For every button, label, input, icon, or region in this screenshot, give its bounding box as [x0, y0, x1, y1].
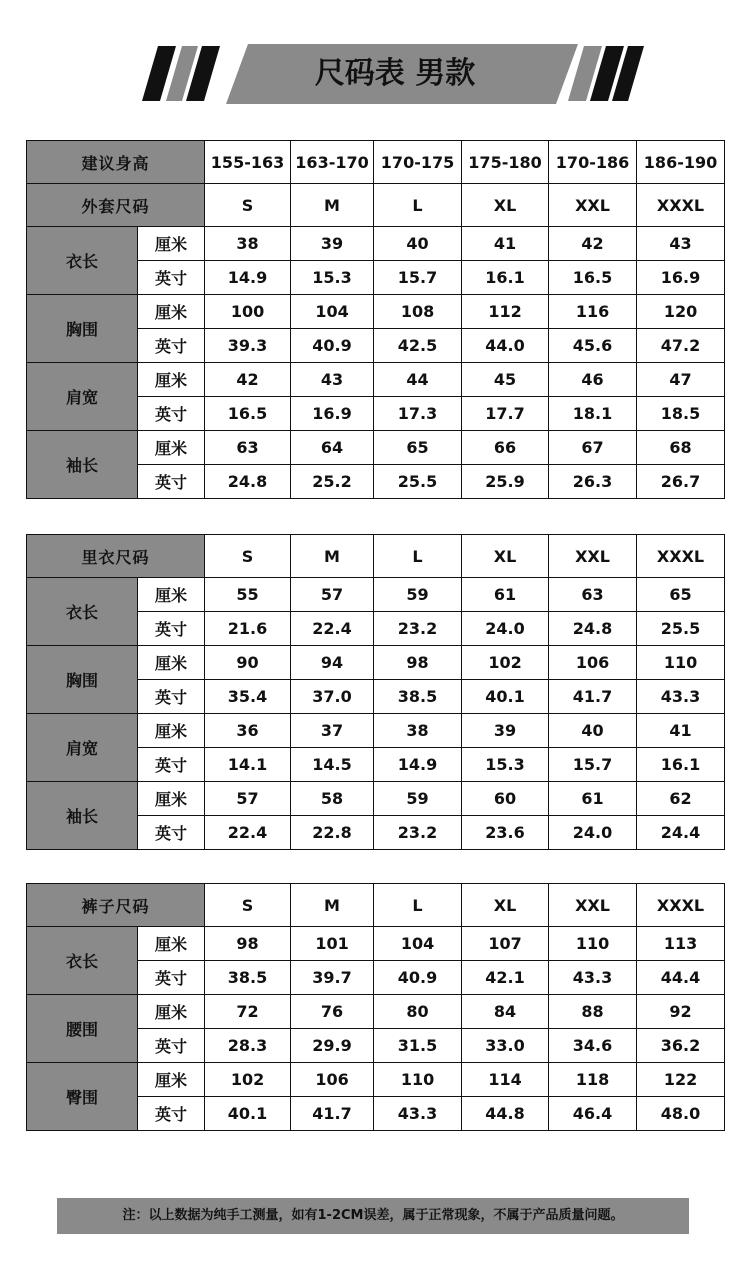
- value-cell: 37.0: [291, 680, 374, 714]
- value-cell: 98: [374, 646, 462, 680]
- unit-label: 厘米: [138, 714, 205, 748]
- measurement-row: [27, 782, 725, 816]
- value-cell: 25.5: [637, 612, 725, 646]
- unit-label: 英寸: [138, 465, 205, 499]
- value-cell: 16.1: [462, 261, 549, 295]
- value-cell: 38.5: [374, 680, 462, 714]
- value-cell: 23.6: [462, 816, 549, 850]
- value-cell: 39.3: [205, 329, 291, 363]
- value-cell: 108: [374, 295, 462, 329]
- value-cell: 92: [637, 995, 725, 1029]
- value-cell: 42.1: [462, 961, 549, 995]
- unit-label: 英寸: [138, 329, 205, 363]
- unit-label: 厘米: [138, 431, 205, 465]
- header-row: [27, 141, 725, 184]
- size-label-cell: L: [374, 535, 462, 578]
- value-cell: 15.3: [291, 261, 374, 295]
- value-cell: 57: [291, 578, 374, 612]
- value-cell: 40: [374, 227, 462, 261]
- value-cell: 90: [205, 646, 291, 680]
- value-cell: 110: [374, 1063, 462, 1097]
- value-cell: 102: [205, 1063, 291, 1097]
- value-cell: 63: [205, 431, 291, 465]
- value-cell: 24.8: [205, 465, 291, 499]
- unit-label: 厘米: [138, 646, 205, 680]
- size-label-cell: S: [205, 884, 291, 927]
- page-title: 尺码表 男款: [314, 56, 476, 91]
- measurement-row: [27, 363, 725, 397]
- measurement-category: 腰围: [27, 995, 138, 1063]
- value-cell: 34.6: [549, 1029, 637, 1063]
- size-label-cell: S: [205, 184, 291, 227]
- height-range-cell: 155-163: [205, 141, 291, 184]
- unit-label: 厘米: [138, 227, 205, 261]
- value-cell: 63: [549, 578, 637, 612]
- value-cell: 16.1: [637, 748, 725, 782]
- pants-size-table: [26, 883, 725, 1131]
- size-label-cell: XXXL: [637, 884, 725, 927]
- value-cell: 94: [291, 646, 374, 680]
- value-cell: 24.4: [637, 816, 725, 850]
- value-cell: 28.3: [205, 1029, 291, 1063]
- size-label-cell: S: [205, 535, 291, 578]
- value-cell: 59: [374, 578, 462, 612]
- value-cell: 15.7: [549, 748, 637, 782]
- value-cell: 36.2: [637, 1029, 725, 1063]
- unit-label: 英寸: [138, 397, 205, 431]
- measurement-row: [27, 431, 725, 465]
- value-cell: 58: [291, 782, 374, 816]
- value-cell: 15.3: [462, 748, 549, 782]
- measurement-row: [27, 578, 725, 612]
- value-cell: 110: [549, 927, 637, 961]
- value-cell: 114: [462, 1063, 549, 1097]
- measurement-category: 肩宽: [27, 714, 138, 782]
- value-cell: 61: [462, 578, 549, 612]
- header-row: [27, 535, 725, 578]
- height-range-cell: 170-175: [374, 141, 462, 184]
- size-label-cell: M: [291, 535, 374, 578]
- value-cell: 15.7: [374, 261, 462, 295]
- measurement-category: 肩宽: [27, 363, 138, 431]
- value-cell: 60: [462, 782, 549, 816]
- size-label-cell: XL: [462, 884, 549, 927]
- size-label-cell: XXL: [549, 184, 637, 227]
- value-cell: 104: [374, 927, 462, 961]
- value-cell: 59: [374, 782, 462, 816]
- value-cell: 61: [549, 782, 637, 816]
- measurement-row: [27, 995, 725, 1029]
- unit-label: 厘米: [138, 363, 205, 397]
- value-cell: 47: [637, 363, 725, 397]
- measurement-note: 注：以上数据为纯手工测量，如有1-2CM误差，属于正常现象，不属于产品质量问题。: [57, 1198, 689, 1234]
- value-cell: 14.1: [205, 748, 291, 782]
- value-cell: 106: [291, 1063, 374, 1097]
- value-cell: 41: [637, 714, 725, 748]
- value-cell: 106: [549, 646, 637, 680]
- value-cell: 42: [205, 363, 291, 397]
- title-banner: [0, 0, 750, 120]
- size-label-cell: XXL: [549, 535, 637, 578]
- value-cell: 43.3: [637, 680, 725, 714]
- unit-label: 厘米: [138, 927, 205, 961]
- value-cell: 14.9: [205, 261, 291, 295]
- measurement-category: 袖长: [27, 431, 138, 499]
- value-cell: 116: [549, 295, 637, 329]
- value-cell: 24.0: [462, 612, 549, 646]
- value-cell: 14.9: [374, 748, 462, 782]
- unit-label: 英寸: [138, 816, 205, 850]
- jacket-size-table: [26, 140, 725, 499]
- value-cell: 24.0: [549, 816, 637, 850]
- size-label-cell: XL: [462, 535, 549, 578]
- header-row: [27, 184, 725, 227]
- unit-label: 厘米: [138, 1063, 205, 1097]
- value-cell: 25.5: [374, 465, 462, 499]
- value-cell: 120: [637, 295, 725, 329]
- unit-label: 厘米: [138, 295, 205, 329]
- value-cell: 104: [291, 295, 374, 329]
- value-cell: 72: [205, 995, 291, 1029]
- value-cell: 16.9: [637, 261, 725, 295]
- value-cell: 48.0: [637, 1097, 725, 1131]
- value-cell: 107: [462, 927, 549, 961]
- value-cell: 26.7: [637, 465, 725, 499]
- height-range-cell: 170-186: [549, 141, 637, 184]
- value-cell: 23.2: [374, 612, 462, 646]
- header-row: [27, 884, 725, 927]
- value-cell: 14.5: [291, 748, 374, 782]
- value-cell: 80: [374, 995, 462, 1029]
- value-cell: 57: [205, 782, 291, 816]
- value-cell: 45.6: [549, 329, 637, 363]
- value-cell: 44: [374, 363, 462, 397]
- value-cell: 46: [549, 363, 637, 397]
- value-cell: 38: [374, 714, 462, 748]
- value-cell: 44.4: [637, 961, 725, 995]
- value-cell: 39.7: [291, 961, 374, 995]
- header-label: 外套尺码: [27, 184, 205, 227]
- value-cell: 67: [549, 431, 637, 465]
- value-cell: 46.4: [549, 1097, 637, 1131]
- value-cell: 41.7: [549, 680, 637, 714]
- value-cell: 24.8: [549, 612, 637, 646]
- value-cell: 65: [374, 431, 462, 465]
- unit-label: 英寸: [138, 1097, 205, 1131]
- unit-label: 厘米: [138, 578, 205, 612]
- value-cell: 25.2: [291, 465, 374, 499]
- value-cell: 17.7: [462, 397, 549, 431]
- value-cell: 22.4: [205, 816, 291, 850]
- measurement-row: [27, 646, 725, 680]
- value-cell: 62: [637, 782, 725, 816]
- unit-label: 厘米: [138, 782, 205, 816]
- value-cell: 68: [637, 431, 725, 465]
- value-cell: 36: [205, 714, 291, 748]
- value-cell: 22.8: [291, 816, 374, 850]
- value-cell: 40.9: [291, 329, 374, 363]
- value-cell: 44.8: [462, 1097, 549, 1131]
- measurement-category: 衣长: [27, 227, 138, 295]
- value-cell: 84: [462, 995, 549, 1029]
- value-cell: 16.5: [549, 261, 637, 295]
- unit-label: 英寸: [138, 748, 205, 782]
- size-label-cell: M: [291, 184, 374, 227]
- value-cell: 21.6: [205, 612, 291, 646]
- measurement-category: 胸围: [27, 646, 138, 714]
- measurement-category: 衣长: [27, 578, 138, 646]
- unit-label: 厘米: [138, 995, 205, 1029]
- value-cell: 65: [637, 578, 725, 612]
- value-cell: 26.3: [549, 465, 637, 499]
- value-cell: 39: [462, 714, 549, 748]
- value-cell: 35.4: [205, 680, 291, 714]
- value-cell: 31.5: [374, 1029, 462, 1063]
- value-cell: 101: [291, 927, 374, 961]
- value-cell: 18.1: [549, 397, 637, 431]
- value-cell: 42: [549, 227, 637, 261]
- value-cell: 18.5: [637, 397, 725, 431]
- value-cell: 39: [291, 227, 374, 261]
- value-cell: 55: [205, 578, 291, 612]
- value-cell: 16.5: [205, 397, 291, 431]
- measurement-row: [27, 1063, 725, 1097]
- measurement-row: [27, 714, 725, 748]
- value-cell: 43.3: [549, 961, 637, 995]
- measurement-category: 臀围: [27, 1063, 138, 1131]
- measurement-category: 衣长: [27, 927, 138, 995]
- height-range-cell: 175-180: [462, 141, 549, 184]
- value-cell: 98: [205, 927, 291, 961]
- value-cell: 45: [462, 363, 549, 397]
- header-label: 建议身高: [27, 141, 205, 184]
- value-cell: 43: [637, 227, 725, 261]
- size-label-cell: XL: [462, 184, 549, 227]
- value-cell: 64: [291, 431, 374, 465]
- size-label-cell: L: [374, 884, 462, 927]
- value-cell: 40.9: [374, 961, 462, 995]
- value-cell: 17.3: [374, 397, 462, 431]
- unit-label: 英寸: [138, 1029, 205, 1063]
- value-cell: 122: [637, 1063, 725, 1097]
- value-cell: 76: [291, 995, 374, 1029]
- value-cell: 113: [637, 927, 725, 961]
- unit-label: 英寸: [138, 680, 205, 714]
- value-cell: 66: [462, 431, 549, 465]
- value-cell: 102: [462, 646, 549, 680]
- value-cell: 29.9: [291, 1029, 374, 1063]
- value-cell: 43.3: [374, 1097, 462, 1131]
- value-cell: 23.2: [374, 816, 462, 850]
- measurement-category: 袖长: [27, 782, 138, 850]
- unit-label: 英寸: [138, 261, 205, 295]
- value-cell: 110: [637, 646, 725, 680]
- height-range-cell: 186-190: [637, 141, 725, 184]
- value-cell: 40: [549, 714, 637, 748]
- value-cell: 38.5: [205, 961, 291, 995]
- value-cell: 16.9: [291, 397, 374, 431]
- value-cell: 112: [462, 295, 549, 329]
- height-range-cell: 163-170: [291, 141, 374, 184]
- value-cell: 42.5: [374, 329, 462, 363]
- value-cell: 43: [291, 363, 374, 397]
- value-cell: 41.7: [291, 1097, 374, 1131]
- value-cell: 40.1: [205, 1097, 291, 1131]
- size-label-cell: XXXL: [637, 184, 725, 227]
- value-cell: 33.0: [462, 1029, 549, 1063]
- value-cell: 44.0: [462, 329, 549, 363]
- value-cell: 88: [549, 995, 637, 1029]
- value-cell: 41: [462, 227, 549, 261]
- value-cell: 25.9: [462, 465, 549, 499]
- unit-label: 英寸: [138, 961, 205, 995]
- unit-label: 英寸: [138, 612, 205, 646]
- value-cell: 37: [291, 714, 374, 748]
- measurement-row: [27, 227, 725, 261]
- header-label: 里衣尺码: [27, 535, 205, 578]
- value-cell: 22.4: [291, 612, 374, 646]
- innerwear-size-table: [26, 534, 725, 850]
- value-cell: 100: [205, 295, 291, 329]
- size-label-cell: XXL: [549, 884, 637, 927]
- header-label: 裤子尺码: [27, 884, 205, 927]
- value-cell: 38: [205, 227, 291, 261]
- measurement-category: 胸围: [27, 295, 138, 363]
- value-cell: 118: [549, 1063, 637, 1097]
- measurement-row: [27, 295, 725, 329]
- size-label-cell: M: [291, 884, 374, 927]
- value-cell: 40.1: [462, 680, 549, 714]
- size-label-cell: XXXL: [637, 535, 725, 578]
- measurement-row: [27, 927, 725, 961]
- size-label-cell: L: [374, 184, 462, 227]
- value-cell: 47.2: [637, 329, 725, 363]
